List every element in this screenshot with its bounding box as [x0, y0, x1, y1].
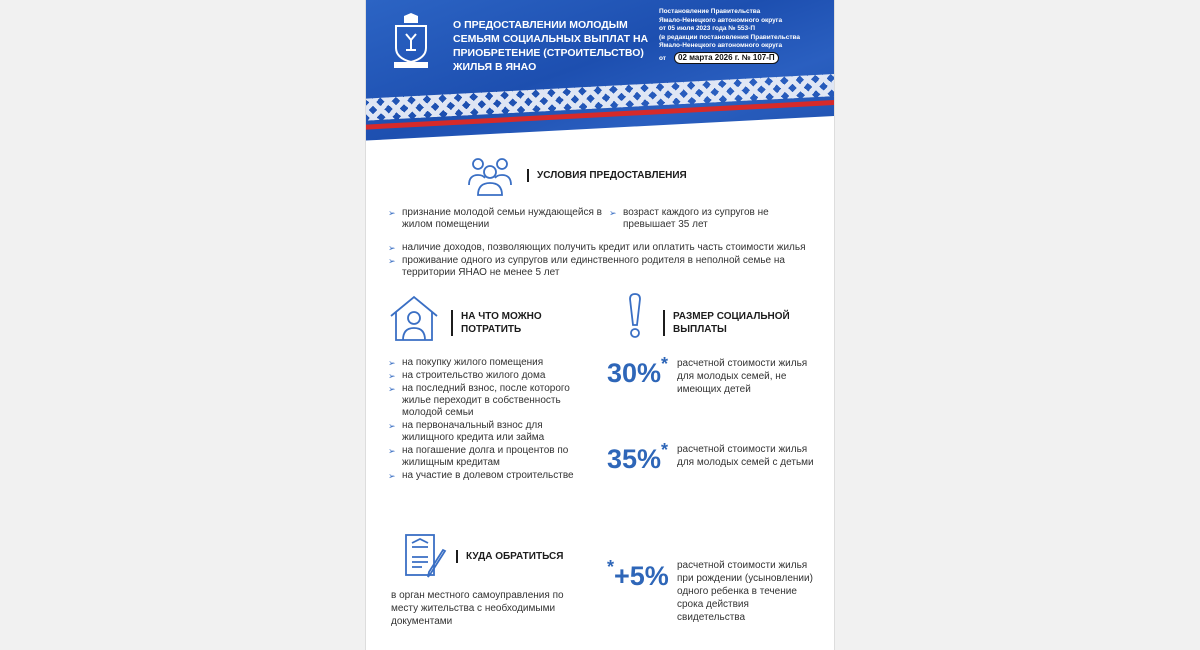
percent-30-description: расчетной стоимости жилья для молодых семей, не имеющих детей: [677, 358, 808, 395]
exclamation-icon: [628, 293, 642, 339]
house-person-icon: [388, 294, 440, 342]
list-item: [386, 255, 826, 279]
arrow-bullet-icon: ➢: [609, 208, 617, 218]
decree-line: (в редакции постановления Правительства: [659, 33, 801, 41]
percent-35-description: расчетной стоимости жилья для молодых семей с детьми: [677, 444, 814, 468]
percent-plus5: [607, 557, 669, 592]
list-item: [386, 357, 586, 369]
list-item: [386, 370, 586, 382]
list-item-text: на первоначальный взнос для жилищного кредита или займа: [402, 420, 545, 443]
decree-reference: [659, 8, 829, 64]
people-icon: [466, 155, 514, 197]
list-item: [386, 470, 586, 482]
apply-description: в орган местного самоуправления по месту жительства с необходимыми документами: [391, 590, 564, 627]
list-item-text: на покупку жилого помещения: [402, 357, 544, 368]
list-item: [386, 445, 586, 469]
list-item-text: на строительство жилого дома: [402, 370, 546, 381]
apply-heading: КУДА ОБРАТИТЬСЯ: [456, 550, 563, 563]
spend-heading: НА ЧТО МОЖНО ПОТРАТИТЬ: [451, 310, 571, 336]
arrow-bullet-icon: ➢: [388, 421, 396, 431]
document-title: О ПРЕДОСТАВЛЕНИИ МОЛОДЫМ СЕМЬЯМ СОЦИАЛЬНЫХ ВЫПЛАТ НА ПРИОБРЕТЕНИЕ (СТРОИТЕЛЬСТВО) ЖИЛЬЯ В ЯНАО: [453, 19, 649, 73]
decree-line: от 05 июля 2023 года № 553-П: [659, 25, 755, 32]
decree-line: Ямало-Ненецкого автономного округа: [659, 16, 783, 24]
list-item: [386, 383, 586, 419]
amount-heading: РАЗМЕР СОЦИАЛЬНОЙ ВЫПЛАТЫ: [663, 310, 823, 336]
list-item: [386, 242, 826, 254]
percent-value: +5%: [614, 561, 669, 591]
footnote-mark: *: [661, 440, 669, 460]
list-item-text: на участие в долевом строительстве: [402, 470, 574, 481]
decree-amendment: 02 марта 2026 г. № 107-П: [674, 52, 779, 64]
list-item-text: признание молодой семьи нуждающейся в жилом помещении: [402, 207, 602, 230]
infographic-page: [365, 0, 835, 650]
list-item: [386, 207, 604, 231]
percent-value: 30%: [607, 358, 662, 388]
decree-from: от: [659, 54, 666, 62]
arrow-bullet-icon: ➢: [388, 208, 396, 218]
document-pen-icon: [403, 533, 449, 579]
list-item-text: на погашение долга и процентов по жилищным кредитам: [402, 445, 569, 468]
arrow-bullet-icon: ➢: [388, 471, 396, 481]
percent-plus5-description: расчетной стоимости жилья при рождении (усыновлении) одного ребенка в течение срока действия свидетельства: [677, 560, 813, 623]
percent-35: [607, 440, 669, 475]
list-item: [386, 420, 586, 444]
arrow-bullet-icon: ➢: [388, 384, 396, 394]
arrow-bullet-icon: ➢: [388, 243, 396, 253]
conditions-heading: УСЛОВИЯ ПРЕДОСТАВЛЕНИЯ: [527, 169, 687, 182]
arrow-bullet-icon: ➢: [388, 256, 396, 266]
list-item-text: возраст каждого из супругов не превышает 35 лет: [623, 207, 769, 230]
list-item-text: наличие доходов, позволяющих получить кредит или оплатить часть стоимости жилья: [402, 242, 806, 253]
list-item-text: проживание одного из супругов или единственного родителя в неполной семье на территории ЯНАО не менее 5 лет: [402, 255, 785, 278]
percent-value: 35%: [607, 444, 662, 474]
footnote-mark: *: [607, 557, 615, 577]
arrow-bullet-icon: ➢: [388, 371, 396, 381]
percent-30: [607, 354, 669, 389]
arrow-bullet-icon: ➢: [388, 446, 396, 456]
arrow-bullet-icon: ➢: [388, 358, 396, 368]
footnote-mark: *: [661, 354, 669, 374]
decree-line: Ямало-Ненецкого автономного округа: [659, 42, 783, 49]
list-item-text: на последний взнос, после которого жилье переходит в собственность молодой семьи: [402, 383, 570, 418]
header-banner: [366, 0, 834, 150]
decree-line: Постановление Правительства: [659, 8, 761, 15]
coat-of-arms-icon: [388, 12, 434, 72]
list-item: [607, 207, 807, 231]
